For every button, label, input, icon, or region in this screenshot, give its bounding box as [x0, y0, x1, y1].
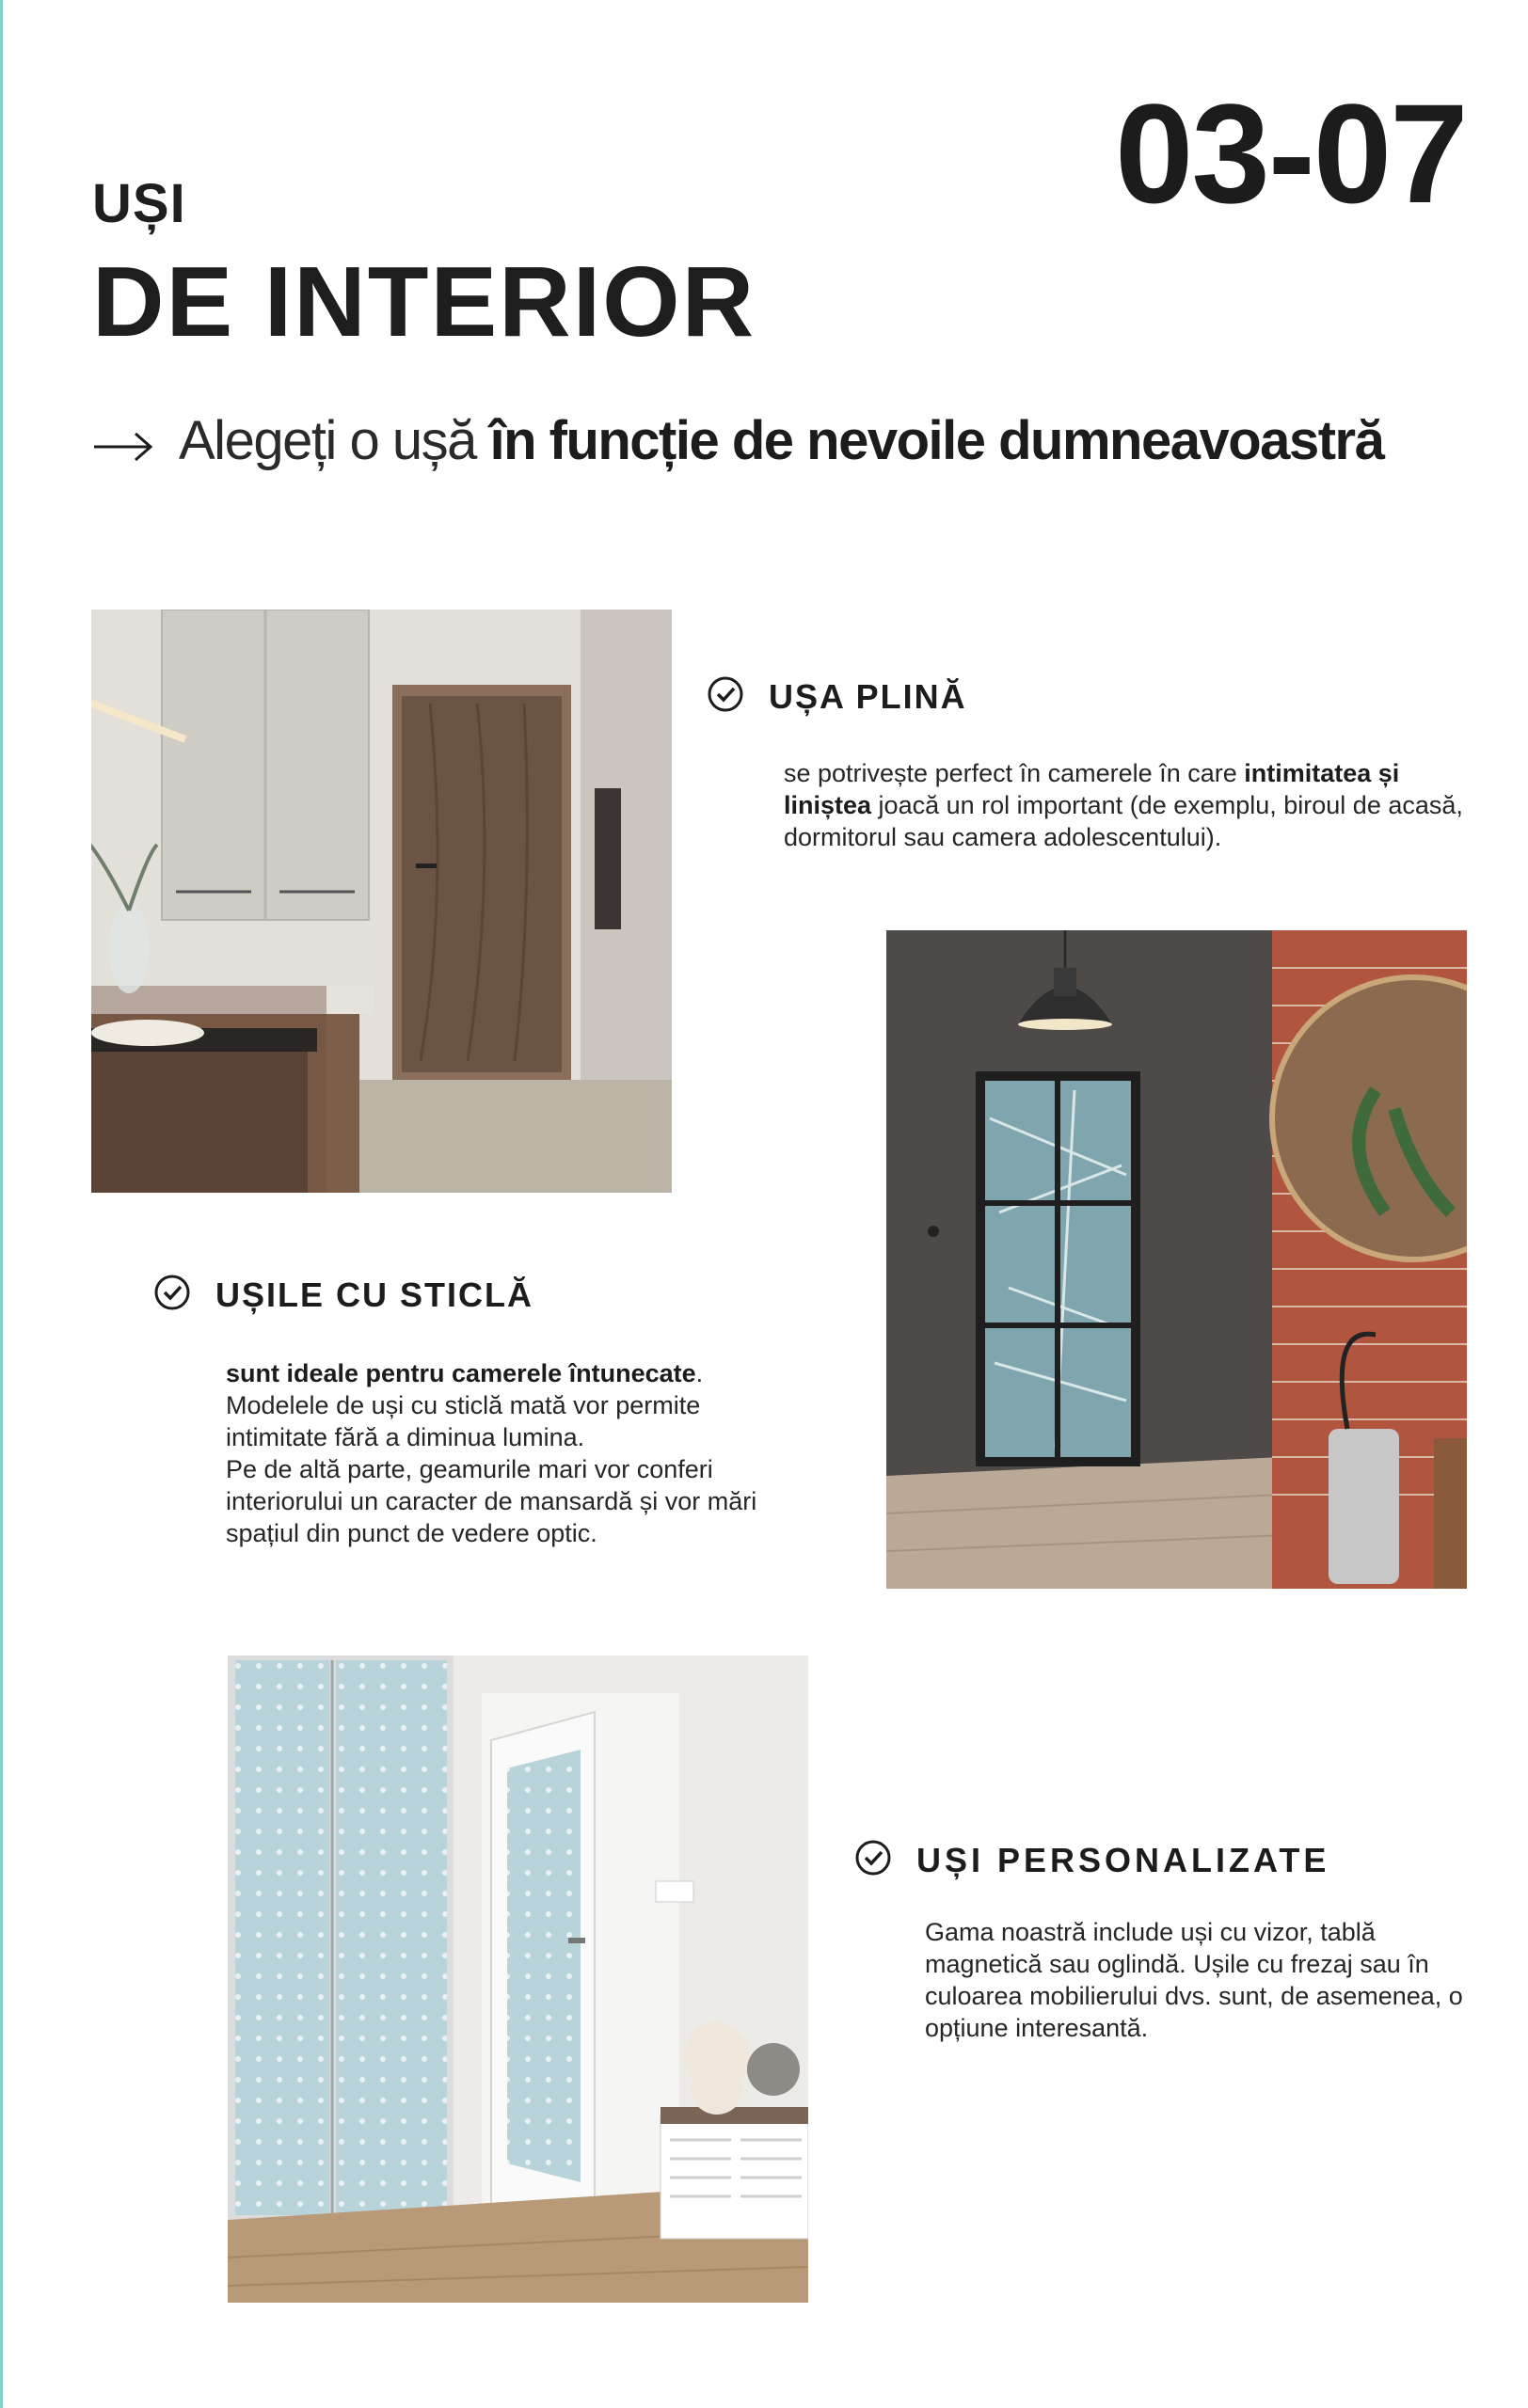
section-custom-doors-title: UȘI PERSONALIZATE	[916, 1840, 1330, 1879]
section-glass-doors-heading	[153, 1274, 533, 1316]
check-circle-icon	[854, 1839, 892, 1881]
section-custom-doors-heading	[854, 1839, 1329, 1881]
section-glass-doors-text-c: Pe de altă parte, geamurile mari vor conferi interiorului un caracter de mansardă și vor mări spațiul din punct de vedere optic.	[226, 1455, 757, 1547]
check-circle-icon	[153, 1274, 191, 1316]
section-glass-doors-text-bold: sunt ideale pentru camerele întunecate	[226, 1359, 696, 1387]
section-glass-doors-text	[226, 1357, 790, 1549]
section-full-door-text-bold: intimitatea și liniștea	[784, 759, 1400, 819]
glass-door-photo	[886, 930, 1467, 1589]
section-full-door-text-c: joacă un rol important (de exemplu, biroul de acasă, dormitorul sau camera adolescentului).	[784, 791, 1463, 851]
section-custom-doors-text: Gama noastră include uși cu vizor, tablă magnetică sau oglindă. Ușile cu frezaj sau în culoarea mobilierului dvs. sunt, de asemenea, o opțiune interesantă.	[925, 1918, 1463, 2042]
section-full-door-title: UȘA PLINĂ	[769, 676, 967, 716]
check-circle-icon	[707, 675, 744, 718]
section-full-door-heading	[707, 675, 967, 718]
kitchen-door-photo	[91, 610, 672, 1193]
subtitle-light: Alegeți o ușă	[179, 410, 490, 471]
arrow-right-icon	[92, 418, 154, 472]
section-full-door-text-a: se potrivește perfect în camerele în care	[784, 759, 1245, 787]
subtitle-bold: în funcție de nevoile dumneavoastră	[489, 410, 1384, 471]
title-small: UȘI	[92, 173, 186, 234]
section-glass-doors-title: UȘILE CU STICLĂ	[215, 1275, 534, 1314]
section-full-door-text	[784, 757, 1471, 853]
custom-door-photo	[228, 1656, 808, 2303]
page-range: 03-07	[1115, 74, 1467, 232]
page-edge-accent	[0, 0, 3, 2408]
page-title: DE INTERIOR	[92, 246, 756, 357]
section-glass-doors-text-b: . Modelele de uși cu sticlă mată vor permite intimitate fără a diminua lumina.	[226, 1359, 704, 1451]
subtitle	[92, 410, 1384, 472]
